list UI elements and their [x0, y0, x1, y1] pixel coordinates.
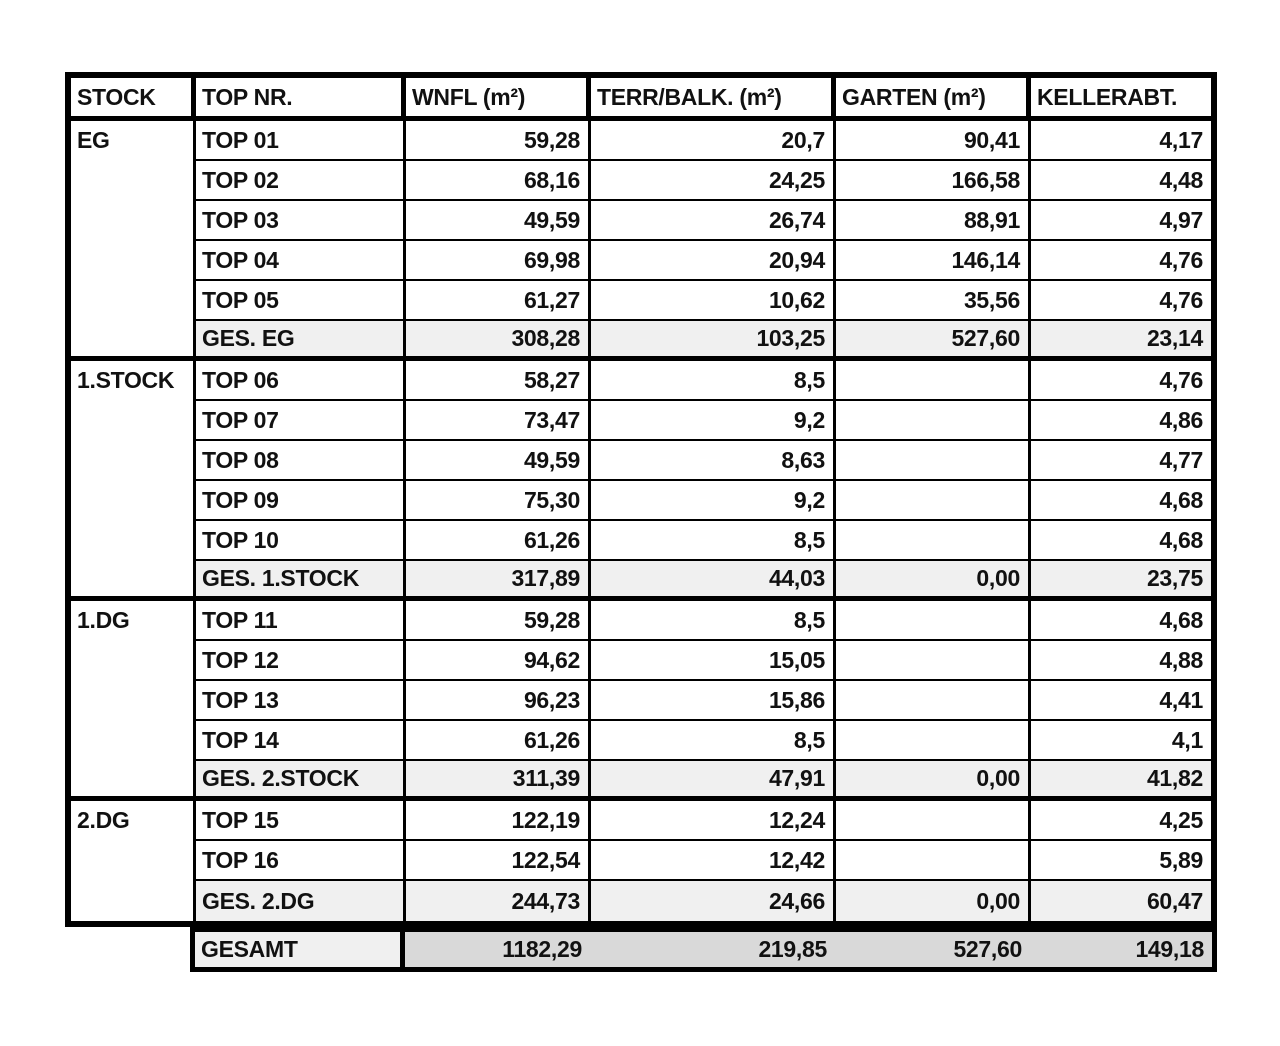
cell-terr: 9,2 [591, 481, 836, 521]
cell-keller: 4,97 [1031, 201, 1211, 241]
cell-top-nr: TOP 10 [196, 521, 406, 561]
cell-garten: 88,91 [836, 201, 1031, 241]
cell-wnfl: 122,19 [406, 801, 591, 841]
cell-garten [836, 481, 1031, 521]
section-total-wnfl: 311,39 [406, 761, 591, 801]
cell-garten: 35,56 [836, 281, 1031, 321]
cell-top-nr: TOP 13 [196, 681, 406, 721]
cell-terr: 9,2 [591, 401, 836, 441]
cell-top-nr: TOP 05 [196, 281, 406, 321]
cell-terr: 20,94 [591, 241, 836, 281]
cell-terr: 8,5 [591, 601, 836, 641]
cell-stock-3: 2.DG [71, 801, 196, 921]
cell-keller: 4,88 [1031, 641, 1211, 681]
cell-wnfl: 94,62 [406, 641, 591, 681]
section-total-keller: 41,82 [1031, 761, 1211, 801]
cell-top-nr: TOP 07 [196, 401, 406, 441]
cell-terr: 12,24 [591, 801, 836, 841]
cell-top-nr: TOP 14 [196, 721, 406, 761]
cell-keller: 4,25 [1031, 801, 1211, 841]
section-total-terr: 24,66 [591, 881, 836, 921]
cell-keller: 4,68 [1031, 481, 1211, 521]
grand-total-row [190, 927, 1217, 972]
cell-terr: 12,42 [591, 841, 836, 881]
cell-wnfl: 59,28 [406, 601, 591, 641]
section-total-garten: 0,00 [836, 561, 1031, 601]
cell-stock-2: 1.DG [71, 601, 196, 801]
cell-wnfl: 61,26 [406, 721, 591, 761]
cell-garten [836, 401, 1031, 441]
cell-top-nr: TOP 04 [196, 241, 406, 281]
cell-top-nr: TOP 08 [196, 441, 406, 481]
cell-garten [836, 801, 1031, 841]
grand-total-keller: 149,18 [1030, 932, 1212, 967]
cell-wnfl: 49,59 [406, 201, 591, 241]
cell-garten [836, 641, 1031, 681]
cell-terr: 8,5 [591, 721, 836, 761]
column-header-wnfl: WNFL (m²) [406, 78, 591, 121]
cell-garten [836, 521, 1031, 561]
cell-wnfl: 68,16 [406, 161, 591, 201]
cell-wnfl: 61,26 [406, 521, 591, 561]
cell-top-nr: TOP 12 [196, 641, 406, 681]
grand-total-wnfl: 1182,29 [405, 932, 590, 967]
grand-total-terr: 219,85 [590, 932, 835, 967]
cell-keller: 4,48 [1031, 161, 1211, 201]
cell-garten [836, 441, 1031, 481]
cell-garten [836, 361, 1031, 401]
cell-top-nr: TOP 06 [196, 361, 406, 401]
section-total-keller: 60,47 [1031, 881, 1211, 921]
table-grid [71, 78, 1211, 921]
grand-total-garten: 527,60 [835, 932, 1030, 967]
cell-wnfl: 75,30 [406, 481, 591, 521]
cell-garten [836, 841, 1031, 881]
cell-wnfl: 61,27 [406, 281, 591, 321]
section-total-terr: 47,91 [591, 761, 836, 801]
cell-top-nr: TOP 01 [196, 121, 406, 161]
cell-keller: 4,76 [1031, 241, 1211, 281]
column-header-top-nr: TOP NR. [196, 78, 406, 121]
section-total-label: GES. EG [196, 321, 406, 361]
cell-keller: 4,86 [1031, 401, 1211, 441]
cell-terr: 15,05 [591, 641, 836, 681]
cell-top-nr: TOP 09 [196, 481, 406, 521]
column-header-kellerabt: KELLERABT. [1031, 78, 1211, 121]
cell-terr: 15,86 [591, 681, 836, 721]
cell-garten [836, 721, 1031, 761]
section-total-keller: 23,75 [1031, 561, 1211, 601]
column-header-terr-balk: TERR/BALK. (m²) [591, 78, 836, 121]
section-total-wnfl: 308,28 [406, 321, 591, 361]
section-total-wnfl: 244,73 [406, 881, 591, 921]
section-total-garten: 0,00 [836, 761, 1031, 801]
cell-terr: 26,74 [591, 201, 836, 241]
cell-keller: 4,1 [1031, 721, 1211, 761]
cell-wnfl: 58,27 [406, 361, 591, 401]
cell-wnfl: 69,98 [406, 241, 591, 281]
section-total-label: GES. 2.DG [196, 881, 406, 921]
cell-keller: 5,89 [1031, 841, 1211, 881]
cell-keller: 4,68 [1031, 521, 1211, 561]
section-total-wnfl: 317,89 [406, 561, 591, 601]
cell-wnfl: 96,23 [406, 681, 591, 721]
cell-terr: 8,63 [591, 441, 836, 481]
section-total-label: GES. 1.STOCK [196, 561, 406, 601]
column-header-garten: GARTEN (m²) [836, 78, 1031, 121]
cell-garten [836, 601, 1031, 641]
cell-keller: 4,76 [1031, 361, 1211, 401]
cell-keller: 4,68 [1031, 601, 1211, 641]
cell-keller: 4,76 [1031, 281, 1211, 321]
cell-top-nr: TOP 15 [196, 801, 406, 841]
section-total-terr: 44,03 [591, 561, 836, 601]
grand-total-label: GESAMT [195, 932, 405, 967]
cell-keller: 4,77 [1031, 441, 1211, 481]
cell-terr: 20,7 [591, 121, 836, 161]
cell-wnfl: 73,47 [406, 401, 591, 441]
cell-top-nr: TOP 16 [196, 841, 406, 881]
cell-terr: 10,62 [591, 281, 836, 321]
cell-top-nr: TOP 11 [196, 601, 406, 641]
cell-terr: 8,5 [591, 521, 836, 561]
cell-wnfl: 49,59 [406, 441, 591, 481]
cell-garten [836, 681, 1031, 721]
cell-wnfl: 59,28 [406, 121, 591, 161]
cell-terr: 24,25 [591, 161, 836, 201]
cell-terr: 8,5 [591, 361, 836, 401]
section-total-terr: 103,25 [591, 321, 836, 361]
cell-garten: 166,58 [836, 161, 1031, 201]
apartment-area-table [65, 72, 1217, 927]
cell-keller: 4,41 [1031, 681, 1211, 721]
cell-keller: 4,17 [1031, 121, 1211, 161]
cell-stock-1: 1.STOCK [71, 361, 196, 601]
cell-garten: 90,41 [836, 121, 1031, 161]
cell-top-nr: TOP 03 [196, 201, 406, 241]
cell-wnfl: 122,54 [406, 841, 591, 881]
section-total-garten: 0,00 [836, 881, 1031, 921]
section-total-garten: 527,60 [836, 321, 1031, 361]
column-header-stock: STOCK [71, 78, 196, 121]
section-total-keller: 23,14 [1031, 321, 1211, 361]
cell-top-nr: TOP 02 [196, 161, 406, 201]
cell-garten: 146,14 [836, 241, 1031, 281]
section-total-label: GES. 2.STOCK [196, 761, 406, 801]
cell-stock-0: EG [71, 121, 196, 361]
